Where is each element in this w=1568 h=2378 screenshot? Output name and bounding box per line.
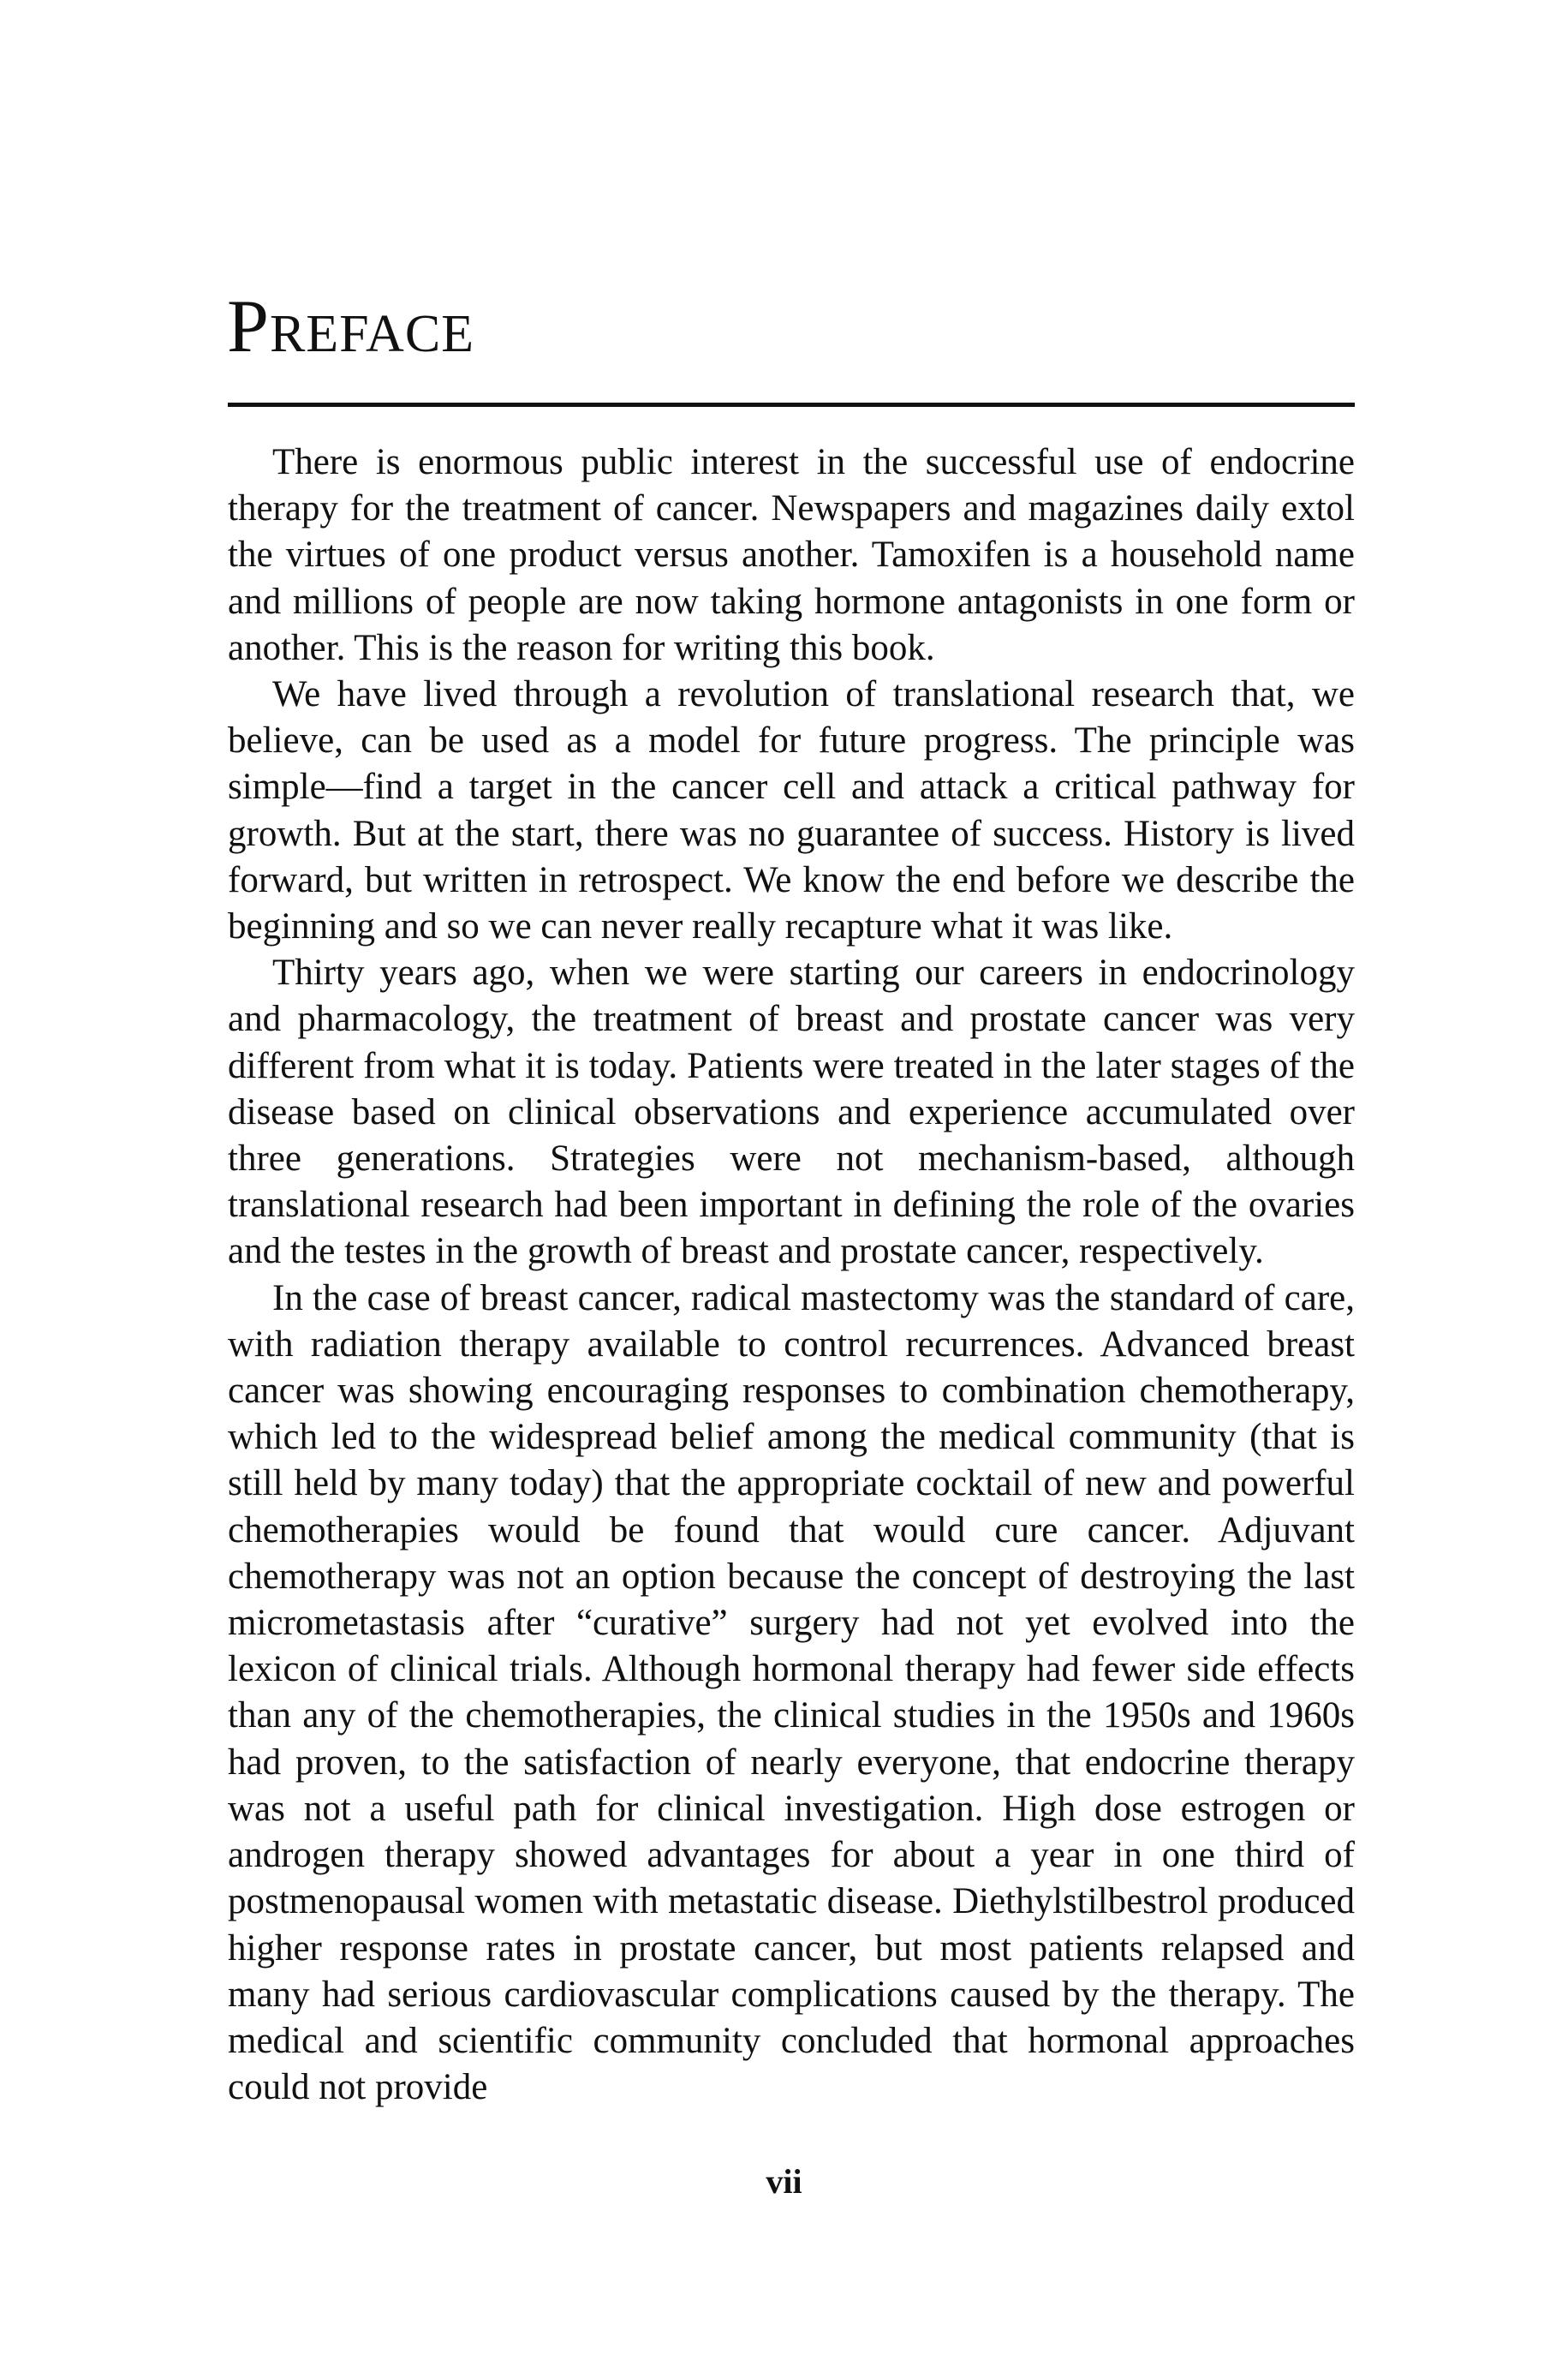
title-rule <box>228 403 1355 407</box>
page-number: vii <box>766 2162 802 2201</box>
paragraph: In the case of breast cancer, radical mastectomy was the standard of care, with radiation therapy available to control recurrences. Advanced breast cancer was showing encouraging responses to combination chemotherapy, which led to the widespread belief among the medical community (that is still held by many today) that the appropriate cocktail of new and powerful chemotherapies would be found that would cure cancer. Adjuvant chemotherapy was not an option because the concept of destroying the last micrometastasis after “curative” surgery had not yet evolved into the lexicon of clinical trials. Although hormonal therapy had fewer side effects than any of the chemotherapies, the clinical studies in the 1950s and 1960s had proven, to the satisfaction of nearly everyone, that endocrine therapy was not a useful path for clinical investigation. High dose estrogen or androgen therapy showed advantages for about a year in one third of postmenopausal women with metastatic disease. Diethylstilbestrol produced higher response rates in prostate cancer, but most patients relapsed and many had serious cardiovascular complications caused by the therapy. The medical and scientific community concluded that hormonal approaches could not provide <box>228 1277 1355 2108</box>
paragraph: We have lived through a revolution of translational research that, we believe, can be used as a model for future progress. The principle was simple—find a target in the cancer cell and attack a critical pathway for growth. But at the start, there was no guarantee of success. History is lived forward, but written in retrospect. We know the end before we describe the beginning and so we can never really recapture what it was like. <box>228 674 1355 947</box>
paragraph: There is enormous public interest in the successful use of endocrine therapy for the treatment of cancer. Newspapers and magazines daily extol the virtues of one product versus another. Tamoxifen is a household name and millions of people are now taking hormone antagonists in one form or another. This is the reason for writing this book. <box>228 442 1355 668</box>
body-text <box>228 439 1355 2111</box>
page-title: Preface <box>227 285 475 368</box>
paragraph: Thirty years ago, when we were starting our careers in endocrinology and pharmacology, the treatment of breast and prostate cancer was very different from what it is today. Patients were treated in the later stages of the disease based on clinical observations and experience accumulated over three generations. Strategies were not mechanism-based, although translational research had been important in defining the role of the ovaries and the testes in the growth of breast and prostate cancer, respectively. <box>228 953 1355 1272</box>
